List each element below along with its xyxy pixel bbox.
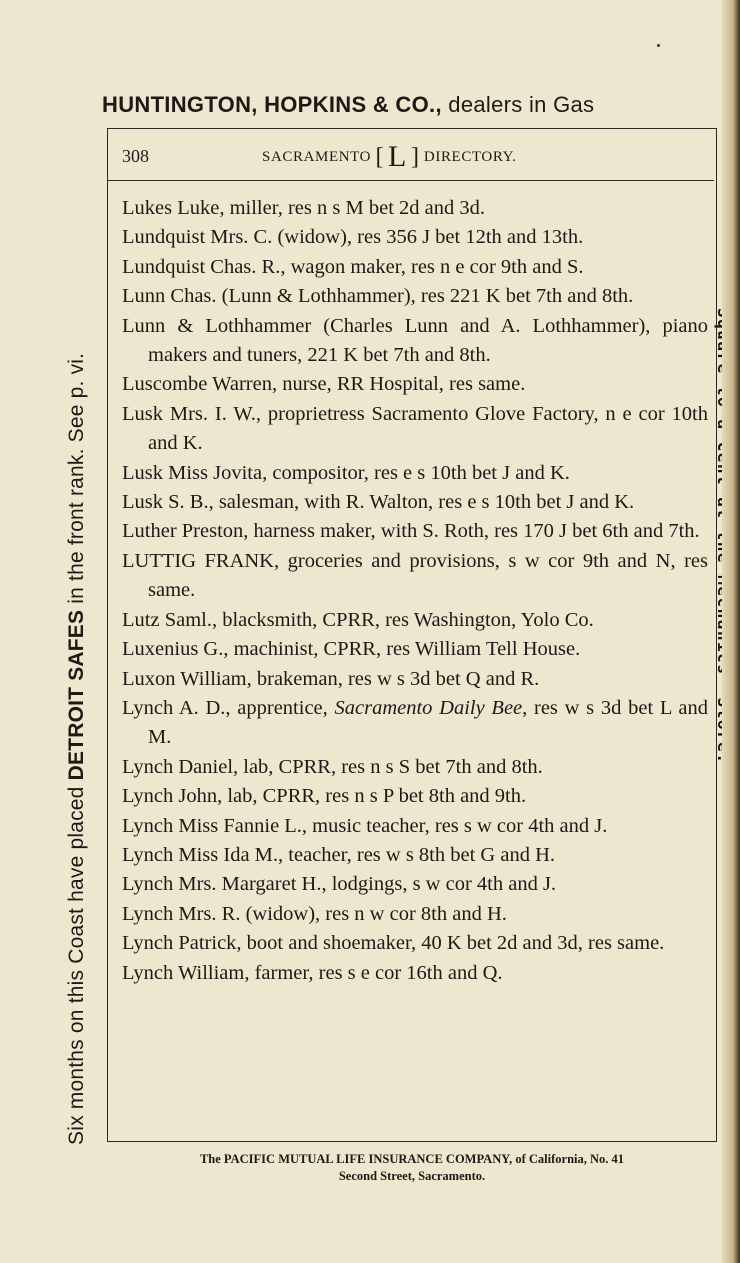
directory-entry: Lynch Patrick, boot and shoemaker, 40 K bet 2d and 3d, res same. (122, 932, 665, 955)
directory-entries (122, 194, 708, 988)
directory-entry: Lynch William, farmer, res s e cor 16th and Q. (122, 961, 503, 984)
left-margin-advertisement (65, 125, 89, 1145)
running-head (262, 140, 516, 174)
running-head-bracket-open: [ (375, 144, 385, 170)
directory-entry: Lynch Miss Ida M., teacher, res w s 8th bet G and H. (122, 843, 556, 866)
running-head-bracket-close: ] (410, 144, 420, 170)
directory-entry: Luxon William, brakeman, res w s 3d bet Q and R. (122, 667, 540, 690)
directory-entry: Lundquist Mrs. C. (widow), res 356 J bet 12th and 13th. (122, 226, 584, 249)
directory-entry: Lukes Luke, miller, res n s M bet 2d and 3d. (122, 197, 485, 219)
footer-line-2: Second Street, Sacramento. (338, 1169, 486, 1183)
directory-entry: Luther Preston, harness maker, with S. Roth, res 170 J bet 6th and 7th. (122, 520, 700, 543)
left-ad-suffix: in the front rank. See p. vi. (65, 352, 88, 604)
directory-entry: Lynch Daniel, lab, CPRR, res n s S bet 7th and 8th. (122, 755, 543, 778)
directory-entry: Lutz Saml., blacksmith, CPRR, res Washington, Yolo Co. (122, 608, 594, 631)
directory-entry: Lynch John, lab, CPRR, res n s P bet 8th and 9th. (122, 785, 527, 808)
left-ad-brand: DETROIT SAFES (65, 609, 88, 781)
running-head-right: DIRECTORY. (423, 149, 517, 165)
entry-text: Lynch A. D., apprentice, (122, 696, 335, 719)
directory-entry: Luxenius G., machinist, CPRR, res William Tell House. (122, 638, 581, 661)
directory-entry: Lusk S. B., salesman, with R. Walton, res e s 10th bet J and K. (122, 491, 635, 514)
page-edge-shadow (722, 0, 740, 1263)
paper-speck (657, 44, 660, 47)
running-head-letter: L (388, 140, 407, 173)
page-number: 308 (122, 146, 149, 166)
footer-line-1: The PACIFIC MUTUAL LIFE INSURANCE COMPANY, of California, No. 41 (199, 1152, 625, 1166)
directory-entry: Lusk Miss Jovita, compositor, res e s 10th bet J and K. (122, 461, 570, 484)
directory-entry: Lundquist Chas. R., wagon maker, res n e cor 9th and S. (122, 255, 584, 278)
entry-text: res w s 3d bet L and M. (148, 696, 708, 749)
header-rule (108, 180, 714, 181)
directory-entry: Lynch Miss Fannie L., music teacher, res s w cor 4th and J. (122, 814, 608, 837)
directory-entry: Lunn & Lothhammer (Charles Lunn and A. Lothhammer), piano makers and tuners, 221 K bet 7th and 8th. (122, 314, 708, 367)
running-head-left: SACRAMENTO (262, 149, 372, 165)
footer-advertisement (104, 1151, 720, 1185)
directory-entry: Luscombe Warren, nurse, RR Hospital, res same. (122, 373, 526, 396)
directory-entry: Lunn Chas. (Lunn & Lothhammer), res 221 K bet 7th and 8th. (122, 285, 634, 308)
left-ad-prefix: Six months on this Coast have placed (65, 786, 88, 1145)
directory-entry: LUTTIG FRANK, groceries and provisions, s w cor 9th and N, res same. (122, 549, 708, 602)
directory-entry: Lynch Mrs. R. (widow), res n w cor 8th and H. (122, 902, 507, 925)
directory-entry (122, 694, 708, 753)
banner-company-name: HUNTINGTON, HOPKINS & CO., (102, 92, 442, 117)
directory-entry: Lynch Mrs. Margaret H., lodgings, s w cor 4th and J. (122, 873, 557, 896)
banner-company-trade: dealers in Gas (448, 92, 595, 117)
header-banner (102, 92, 722, 118)
directory-entry: Lusk Mrs. I. W., proprietress Sacramento Glove Factory, n e cor 10th and K. (122, 402, 708, 455)
entry-italic-text: Sacramento Daily Bee, (334, 696, 528, 719)
